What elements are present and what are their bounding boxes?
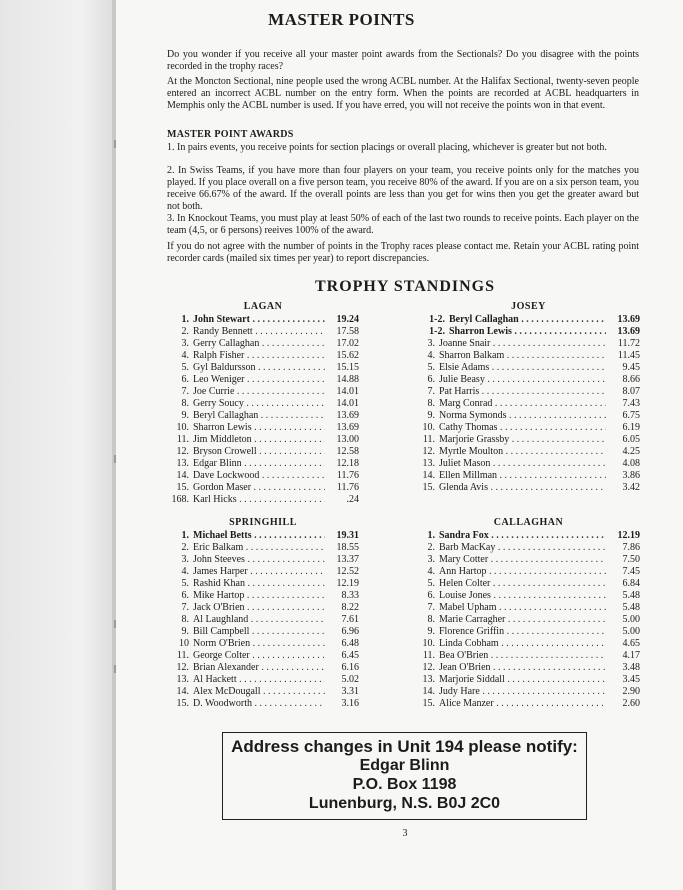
name-cell: Rashid Khan . . . [193, 578, 325, 590]
table-row [417, 398, 640, 410]
points-cell: 6.45 [341, 650, 359, 661]
rank-cell: 8. [427, 614, 435, 625]
points-cell: 12.52 [336, 566, 359, 577]
name-cell: Bea O'Brien . . . [439, 650, 606, 662]
table-row [417, 602, 640, 614]
table-row [417, 374, 640, 386]
name-cell: Cathy Thomas . . . [439, 422, 606, 434]
table-row [167, 554, 359, 566]
name-cell: Ann Hartop . . . [439, 566, 606, 578]
points-cell: 12.19 [336, 578, 359, 589]
points-cell: 8.66 [622, 374, 640, 385]
rank-cell: 2. [427, 542, 435, 553]
points-cell: 3.48 [622, 662, 640, 673]
rank-cell: 12. [422, 662, 435, 673]
rank-cell: 5. [181, 362, 189, 373]
points-cell: .24 [346, 494, 359, 505]
name-cell: D. Woodworth . . . [193, 698, 325, 710]
name-cell: Dave Lockwood . . . [193, 470, 325, 482]
table-row [167, 410, 359, 422]
table-row [167, 602, 359, 614]
rank-cell: 1. [181, 530, 189, 541]
table-row [167, 326, 359, 338]
rank-cell: 15. [422, 482, 435, 493]
page-number: 3 [402, 828, 408, 839]
name-cell: Joanne Snair . . . [439, 338, 606, 350]
table-row [417, 362, 640, 374]
table-row [167, 590, 359, 602]
rank-cell: 7. [181, 386, 189, 397]
name-cell: Gerry Soucy . . . [193, 398, 325, 410]
award-rule: 1. In pairs events, you receive points for section placings or overall placing, whichever is greater but not both. [167, 142, 607, 153]
points-cell: 6.84 [622, 578, 640, 589]
points-cell: 2.60 [622, 698, 640, 709]
rank-cell: 12. [422, 446, 435, 457]
table-row [417, 686, 640, 698]
name-cell: Helen Colter . . . [439, 578, 606, 590]
points-cell: 5.00 [622, 626, 640, 637]
name-cell: Brian Alexander . . . [193, 662, 325, 674]
points-cell: 3.45 [622, 674, 640, 685]
rank-cell: 3. [181, 554, 189, 565]
name-cell: Mike Hartop . . . [193, 590, 325, 602]
points-cell: 6.96 [341, 626, 359, 637]
rank-cell: 13. [176, 458, 189, 469]
table-row [167, 434, 359, 446]
points-cell: 6.05 [622, 434, 640, 445]
rank-cell: 4. [427, 350, 435, 361]
points-cell: 13.69 [336, 422, 359, 433]
table-row [167, 686, 359, 698]
points-cell: 14.01 [336, 398, 359, 409]
name-cell: Pat Harris . . . [439, 386, 606, 398]
points-cell: 6.16 [341, 662, 359, 673]
rank-cell: 14. [422, 686, 435, 697]
points-cell: 13.37 [336, 554, 359, 565]
rank-cell: 6. [181, 374, 189, 385]
name-cell: Bryson Crowell . . . [193, 446, 325, 458]
rank-cell: 11. [176, 434, 189, 445]
name-cell: Karl Hicks . . . [193, 494, 325, 506]
points-cell: 9.45 [622, 362, 640, 373]
name-cell: George Colter . . . [193, 650, 325, 662]
rank-cell: 8. [181, 398, 189, 409]
table-heading: CALLAGHAN [493, 517, 564, 528]
points-cell: 5.00 [622, 614, 640, 625]
address-notice [222, 732, 587, 820]
points-cell: 5.48 [622, 590, 640, 601]
name-cell: James Harper . . . [193, 566, 325, 578]
rank-cell: 7. [427, 602, 435, 613]
table-row [417, 638, 640, 650]
rank-cell: 15. [422, 698, 435, 709]
points-cell: 4.25 [622, 446, 640, 457]
name-cell: Glenda Avis . . . [439, 482, 606, 494]
table-row [167, 626, 359, 638]
points-cell: 5.02 [341, 674, 359, 685]
name-cell: Michael Betts . . . [193, 530, 325, 542]
rank-cell: 9. [181, 410, 189, 421]
table-row [167, 338, 359, 350]
table-row [417, 590, 640, 602]
table-row [417, 482, 640, 494]
points-cell: 11.72 [617, 338, 640, 349]
points-cell: 6.19 [622, 422, 640, 433]
table-row [417, 578, 640, 590]
points-cell: 17.02 [336, 338, 359, 349]
points-cell: 14.01 [336, 386, 359, 397]
standings-title: TROPHY STANDINGS [314, 278, 496, 295]
closing-paragraph: If you do not agree with the number of points in the Trophy races please contact me. Retain your ACBL rating point recorder cards (mailed six times per year) to report discrepancies. [167, 241, 639, 264]
name-cell: Gordon Maser . . . [193, 482, 325, 494]
table-row [167, 374, 359, 386]
rank-cell: 7. [181, 602, 189, 613]
name-cell: Sandra Fox . . . [439, 530, 606, 542]
table-row [417, 410, 640, 422]
table-row [417, 542, 640, 554]
table-row [417, 674, 640, 686]
name-cell: Leo Weniger . . . [193, 374, 325, 386]
table-row [167, 314, 359, 326]
standings-table-josey [417, 300, 640, 494]
rank-cell: 3. [427, 338, 435, 349]
table-row [417, 446, 640, 458]
name-cell: Randy Bennett . . . [193, 326, 325, 338]
rank-cell: 14. [176, 470, 189, 481]
name-cell: Juliet Mason . . . [439, 458, 606, 470]
rank-cell: 10. [176, 422, 189, 433]
rank-cell: 12. [176, 446, 189, 457]
points-cell: 7.45 [622, 566, 640, 577]
table-heading: SPRINGHILL [229, 517, 297, 528]
points-cell: 3.86 [622, 470, 640, 481]
table-row [167, 350, 359, 362]
intro-paragraph: At the Moncton Sectional, nine people used the wrong ACBL number. At the Halifax Sectional, twenty-seven people entered an incorrect ACBL number on the entry form. When the points are recorded at ACBL headquarters in Memphis only the ACBL number is used. If you have erred, you will not receive the points won in that event. [167, 76, 639, 111]
name-cell: Julie Beasy . . . [439, 374, 606, 386]
award-rule: 2. In Swiss Teams, if you have more than four players on your team, you receive points only for the matches you played. If you place overall on a five person team, you receive 80% of the award. If you are on a six person team, you receive 66.67% of the award. If the overall points are less than you get for wins then you get the greater award but not both. [167, 165, 639, 212]
points-cell: 8.22 [341, 602, 359, 613]
name-cell: Al Hackett . . . [193, 674, 325, 686]
table-row [417, 650, 640, 662]
table-row [167, 494, 359, 506]
table-row [417, 566, 640, 578]
points-cell: 13.69 [617, 314, 640, 325]
rank-cell: 11. [422, 650, 435, 661]
rank-cell: 5. [427, 362, 435, 373]
page-title: MASTER POINTS [268, 10, 415, 29]
points-cell: 3.16 [341, 698, 359, 709]
standings-table-lagan [167, 300, 359, 506]
rank-cell: 3. [427, 554, 435, 565]
name-cell: Alex McDougall . . . [193, 686, 325, 698]
table-row [417, 422, 640, 434]
name-cell: Gyl Baldursson . . . [193, 362, 325, 374]
rank-cell: 10. [422, 422, 435, 433]
rank-cell: 9. [427, 410, 435, 421]
rank-cell: 10. [422, 638, 435, 649]
name-cell: Mabel Upham . . . [439, 602, 606, 614]
rank-cell: 3. [181, 338, 189, 349]
table-row [167, 650, 359, 662]
table-row [167, 470, 359, 482]
table-heading: LAGAN [243, 301, 283, 312]
name-cell: Elsie Adams . . . [439, 362, 606, 374]
name-cell: Edgar Blinn . . . [193, 458, 325, 470]
table-row [417, 662, 640, 674]
rank-cell: 12. [176, 662, 189, 673]
rank-cell: 8. [181, 614, 189, 625]
rank-cell: 2. [181, 542, 189, 553]
table-heading: JOSEY [511, 301, 546, 312]
table-row [167, 662, 359, 674]
name-cell: Barb MacKay . . . [439, 542, 606, 554]
rank-cell: 7. [427, 386, 435, 397]
table-row [167, 674, 359, 686]
table-row [417, 350, 640, 362]
table-row [167, 530, 359, 542]
rank-cell: 4. [181, 566, 189, 577]
points-cell: 3.31 [341, 686, 359, 697]
rank-cell: 1-2. [429, 314, 445, 325]
table-row [167, 638, 359, 650]
page-margin [0, 0, 116, 890]
points-cell: 4.65 [622, 638, 640, 649]
points-cell: 12.18 [336, 458, 359, 469]
table-row [417, 698, 640, 710]
table-row [167, 566, 359, 578]
table-row [167, 398, 359, 410]
rank-cell: 13. [422, 458, 435, 469]
table-row [167, 542, 359, 554]
points-cell: 3.42 [622, 482, 640, 493]
name-cell: Beryl Callaghan . . . [449, 314, 606, 326]
name-cell: Ellen Millman . . . [439, 470, 606, 482]
award-rule: 3. In Knockout Teams, you must play at least 50% of each of the last two rounds to receive points. Each player on the team (4,5, or 6 persons) reeives 100% of the award. [167, 213, 639, 236]
name-cell: Sharron Balkam . . . [439, 350, 606, 362]
name-cell: Jean O'Brien . . . [439, 662, 606, 674]
points-cell: 8.33 [341, 590, 359, 601]
name-cell: Jack O'Brien . . . [193, 602, 325, 614]
points-cell: 12.19 [617, 530, 640, 541]
name-cell: Marjorie Siddall . . . [439, 674, 606, 686]
table-row [167, 482, 359, 494]
table-row [417, 338, 640, 350]
name-cell: John Stewart . . . [193, 314, 325, 326]
rank-cell: 1. [427, 530, 435, 541]
name-cell: Gerry Callaghan . . . [193, 338, 325, 350]
points-cell: 13.69 [336, 410, 359, 421]
rank-cell: 9. [427, 626, 435, 637]
name-cell: Myrtle Moulton . . . [439, 446, 606, 458]
rank-cell: 8. [427, 398, 435, 409]
rank-cell: 4. [427, 566, 435, 577]
name-cell: Eric Balkam . . . [193, 542, 325, 554]
table-row [167, 422, 359, 434]
points-cell: 19.31 [336, 530, 359, 541]
name-cell: Marie Carragher . . . [439, 614, 606, 626]
points-cell: 15.15 [336, 362, 359, 373]
points-cell: 12.58 [336, 446, 359, 457]
points-cell: 5.48 [622, 602, 640, 613]
points-cell: 11.45 [617, 350, 640, 361]
name-cell: Beryl Callaghan . . . [193, 410, 325, 422]
rank-cell: 14. [422, 470, 435, 481]
name-cell: Marg Conrad . . . [439, 398, 606, 410]
standings-table-springhill [167, 516, 359, 710]
name-cell: Bill Campbell . . . [193, 626, 325, 638]
rank-cell: 168. [171, 494, 189, 505]
name-cell: John Steeves . . . [193, 554, 325, 566]
address-heading: Address changes in Unit 194 please notify: [231, 737, 578, 756]
points-cell: 7.86 [622, 542, 640, 553]
rank-cell: 15. [176, 482, 189, 493]
table-row [417, 434, 640, 446]
rank-cell: 6. [427, 590, 435, 601]
points-cell: 11.76 [336, 482, 359, 493]
points-cell: 13.69 [617, 326, 640, 337]
rank-cell: 5. [427, 578, 435, 589]
rank-cell: 13. [422, 674, 435, 685]
table-row [167, 446, 359, 458]
points-cell: 15.62 [336, 350, 359, 361]
intro-paragraph: Do you wonder if you receive all your master point awards from the Sectionals? Do you disagree with the points recorded in the trophy races? [167, 49, 639, 72]
rank-cell: 6. [181, 590, 189, 601]
rank-cell: 5. [181, 578, 189, 589]
points-cell: 17.58 [336, 326, 359, 337]
table-row [417, 470, 640, 482]
rank-cell: 14. [176, 686, 189, 697]
name-cell: Joe Currie . . . [193, 386, 325, 398]
table-row [417, 554, 640, 566]
table-row [167, 458, 359, 470]
points-cell: 2.90 [622, 686, 640, 697]
name-cell: Sharron Lewis . . . [449, 326, 606, 338]
name-cell: Norma Symonds . . . [439, 410, 606, 422]
points-cell: 7.43 [622, 398, 640, 409]
points-cell: 18.55 [336, 542, 359, 553]
table-row [167, 698, 359, 710]
table-row [417, 386, 640, 398]
rank-cell: 9. [181, 626, 189, 637]
table-row [417, 614, 640, 626]
rank-cell: 4. [181, 350, 189, 361]
name-cell: Alice Manzer . . . [439, 698, 606, 710]
rank-cell: 1. [181, 314, 189, 325]
table-row [417, 530, 640, 542]
standings-table-callaghan [417, 516, 640, 710]
rank-cell: 15. [176, 698, 189, 709]
rank-cell: 1-2. [429, 326, 445, 337]
rank-cell: 13. [176, 674, 189, 685]
points-cell: 4.08 [622, 458, 640, 469]
section-heading: MASTER POINT AWARDS [167, 129, 294, 140]
name-cell: Judy Hare . . . [439, 686, 606, 698]
name-cell: Al Laughland . . . [193, 614, 325, 626]
points-cell: 7.61 [341, 614, 359, 625]
table-row [167, 362, 359, 374]
points-cell: 4.17 [622, 650, 640, 661]
points-cell: 14.88 [336, 374, 359, 385]
table-row [417, 458, 640, 470]
table-row [417, 314, 640, 326]
rank-cell: 11. [176, 650, 189, 661]
name-cell: Linda Cobham . . . [439, 638, 606, 650]
table-row [417, 626, 640, 638]
rank-cell: 6. [427, 374, 435, 385]
name-cell: Marjorie Grassby . . . [439, 434, 606, 446]
name-cell: Louise Jones . . . [439, 590, 606, 602]
address-po-box: P.O. Box 1198 [352, 776, 457, 793]
points-cell: 11.76 [336, 470, 359, 481]
points-cell: 7.50 [622, 554, 640, 565]
table-row [167, 578, 359, 590]
points-cell: 13.00 [336, 434, 359, 445]
points-cell: 8.07 [622, 386, 640, 397]
address-city: Lunenburg, N.S. B0J 2C0 [308, 795, 501, 812]
name-cell: Florence Griffin . . . [439, 626, 606, 638]
table-row [167, 386, 359, 398]
name-cell: Jim Middleton . . . [193, 434, 325, 446]
table-row [167, 614, 359, 626]
points-cell: 6.75 [622, 410, 640, 421]
points-cell: 19.24 [336, 314, 359, 325]
rank-cell: 10 [179, 638, 189, 649]
points-cell: 6.48 [341, 638, 359, 649]
name-cell: Sharron Lewis . . . [193, 422, 325, 434]
address-name: Edgar Blinn [359, 757, 450, 774]
rank-cell: 11. [422, 434, 435, 445]
name-cell: Mary Cotter . . . [439, 554, 606, 566]
name-cell: Ralph Fisher . . . [193, 350, 325, 362]
rank-cell: 2. [181, 326, 189, 337]
name-cell: Norm O'Brien . . . [193, 638, 325, 650]
table-row [417, 326, 640, 338]
